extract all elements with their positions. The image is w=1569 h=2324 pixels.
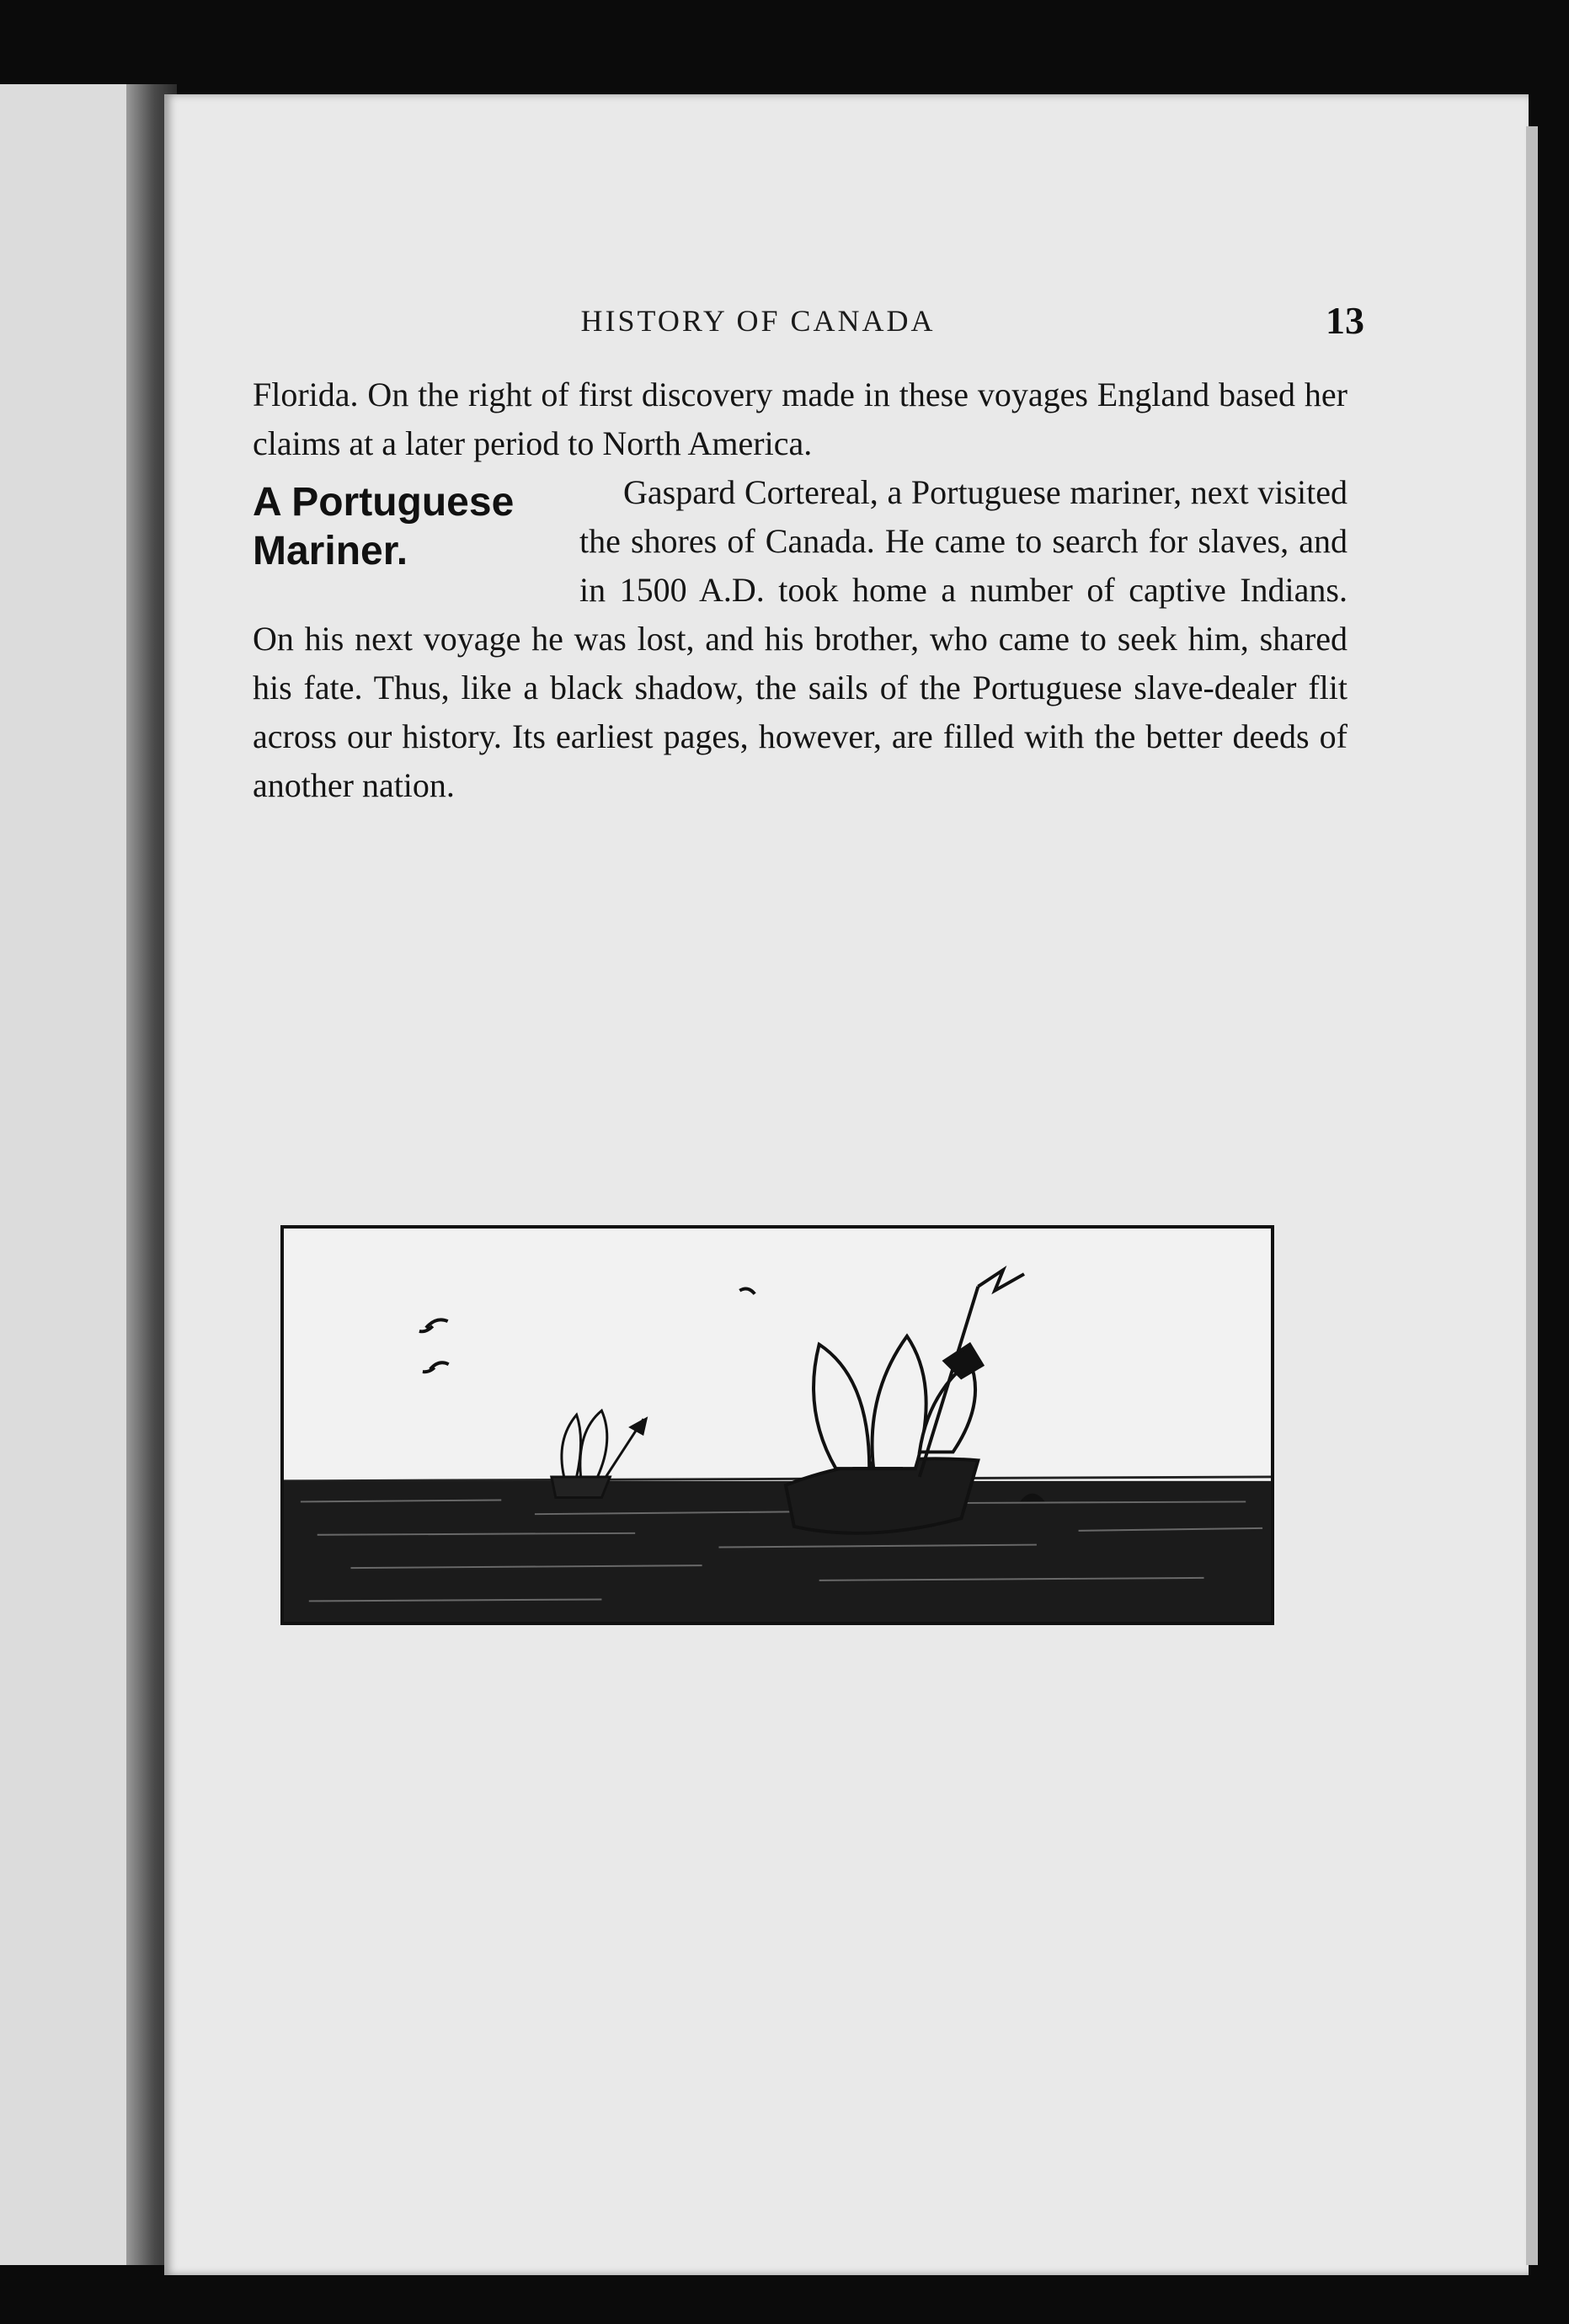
paragraph-1: Florida. On the right of first discovery made in these voyages England based her claims at a later period to North America. — [253, 376, 1348, 462]
body-text — [253, 370, 1348, 810]
ships-at-sea-engraving — [284, 1229, 1271, 1622]
ships-illustration — [280, 1225, 1274, 1625]
page-number: 13 — [1326, 299, 1364, 342]
running-head: HISTORY OF CANADA — [580, 304, 936, 338]
page-header — [438, 299, 1364, 354]
page-edge — [1526, 126, 1538, 2265]
sidenote-line-1: A Portuguese — [253, 480, 515, 525]
sidenote-line-2: Mariner. — [253, 529, 408, 573]
paragraph-2: Gaspard Cortereal, a Portuguese mariner, next visited the shores of Canada. He came to search for slaves, and in 1500 A.D. took home a number of captive Indians. On his next voyage he was lost, and his brother, who came to seek him, shared his fate. Thus, like a black shadow, the sails of the Portuguese slave-dealer flit across our history. Its earliest pages, however, are filled with the better deeds of another nation. — [253, 473, 1348, 804]
margin-sidenote — [253, 478, 564, 576]
